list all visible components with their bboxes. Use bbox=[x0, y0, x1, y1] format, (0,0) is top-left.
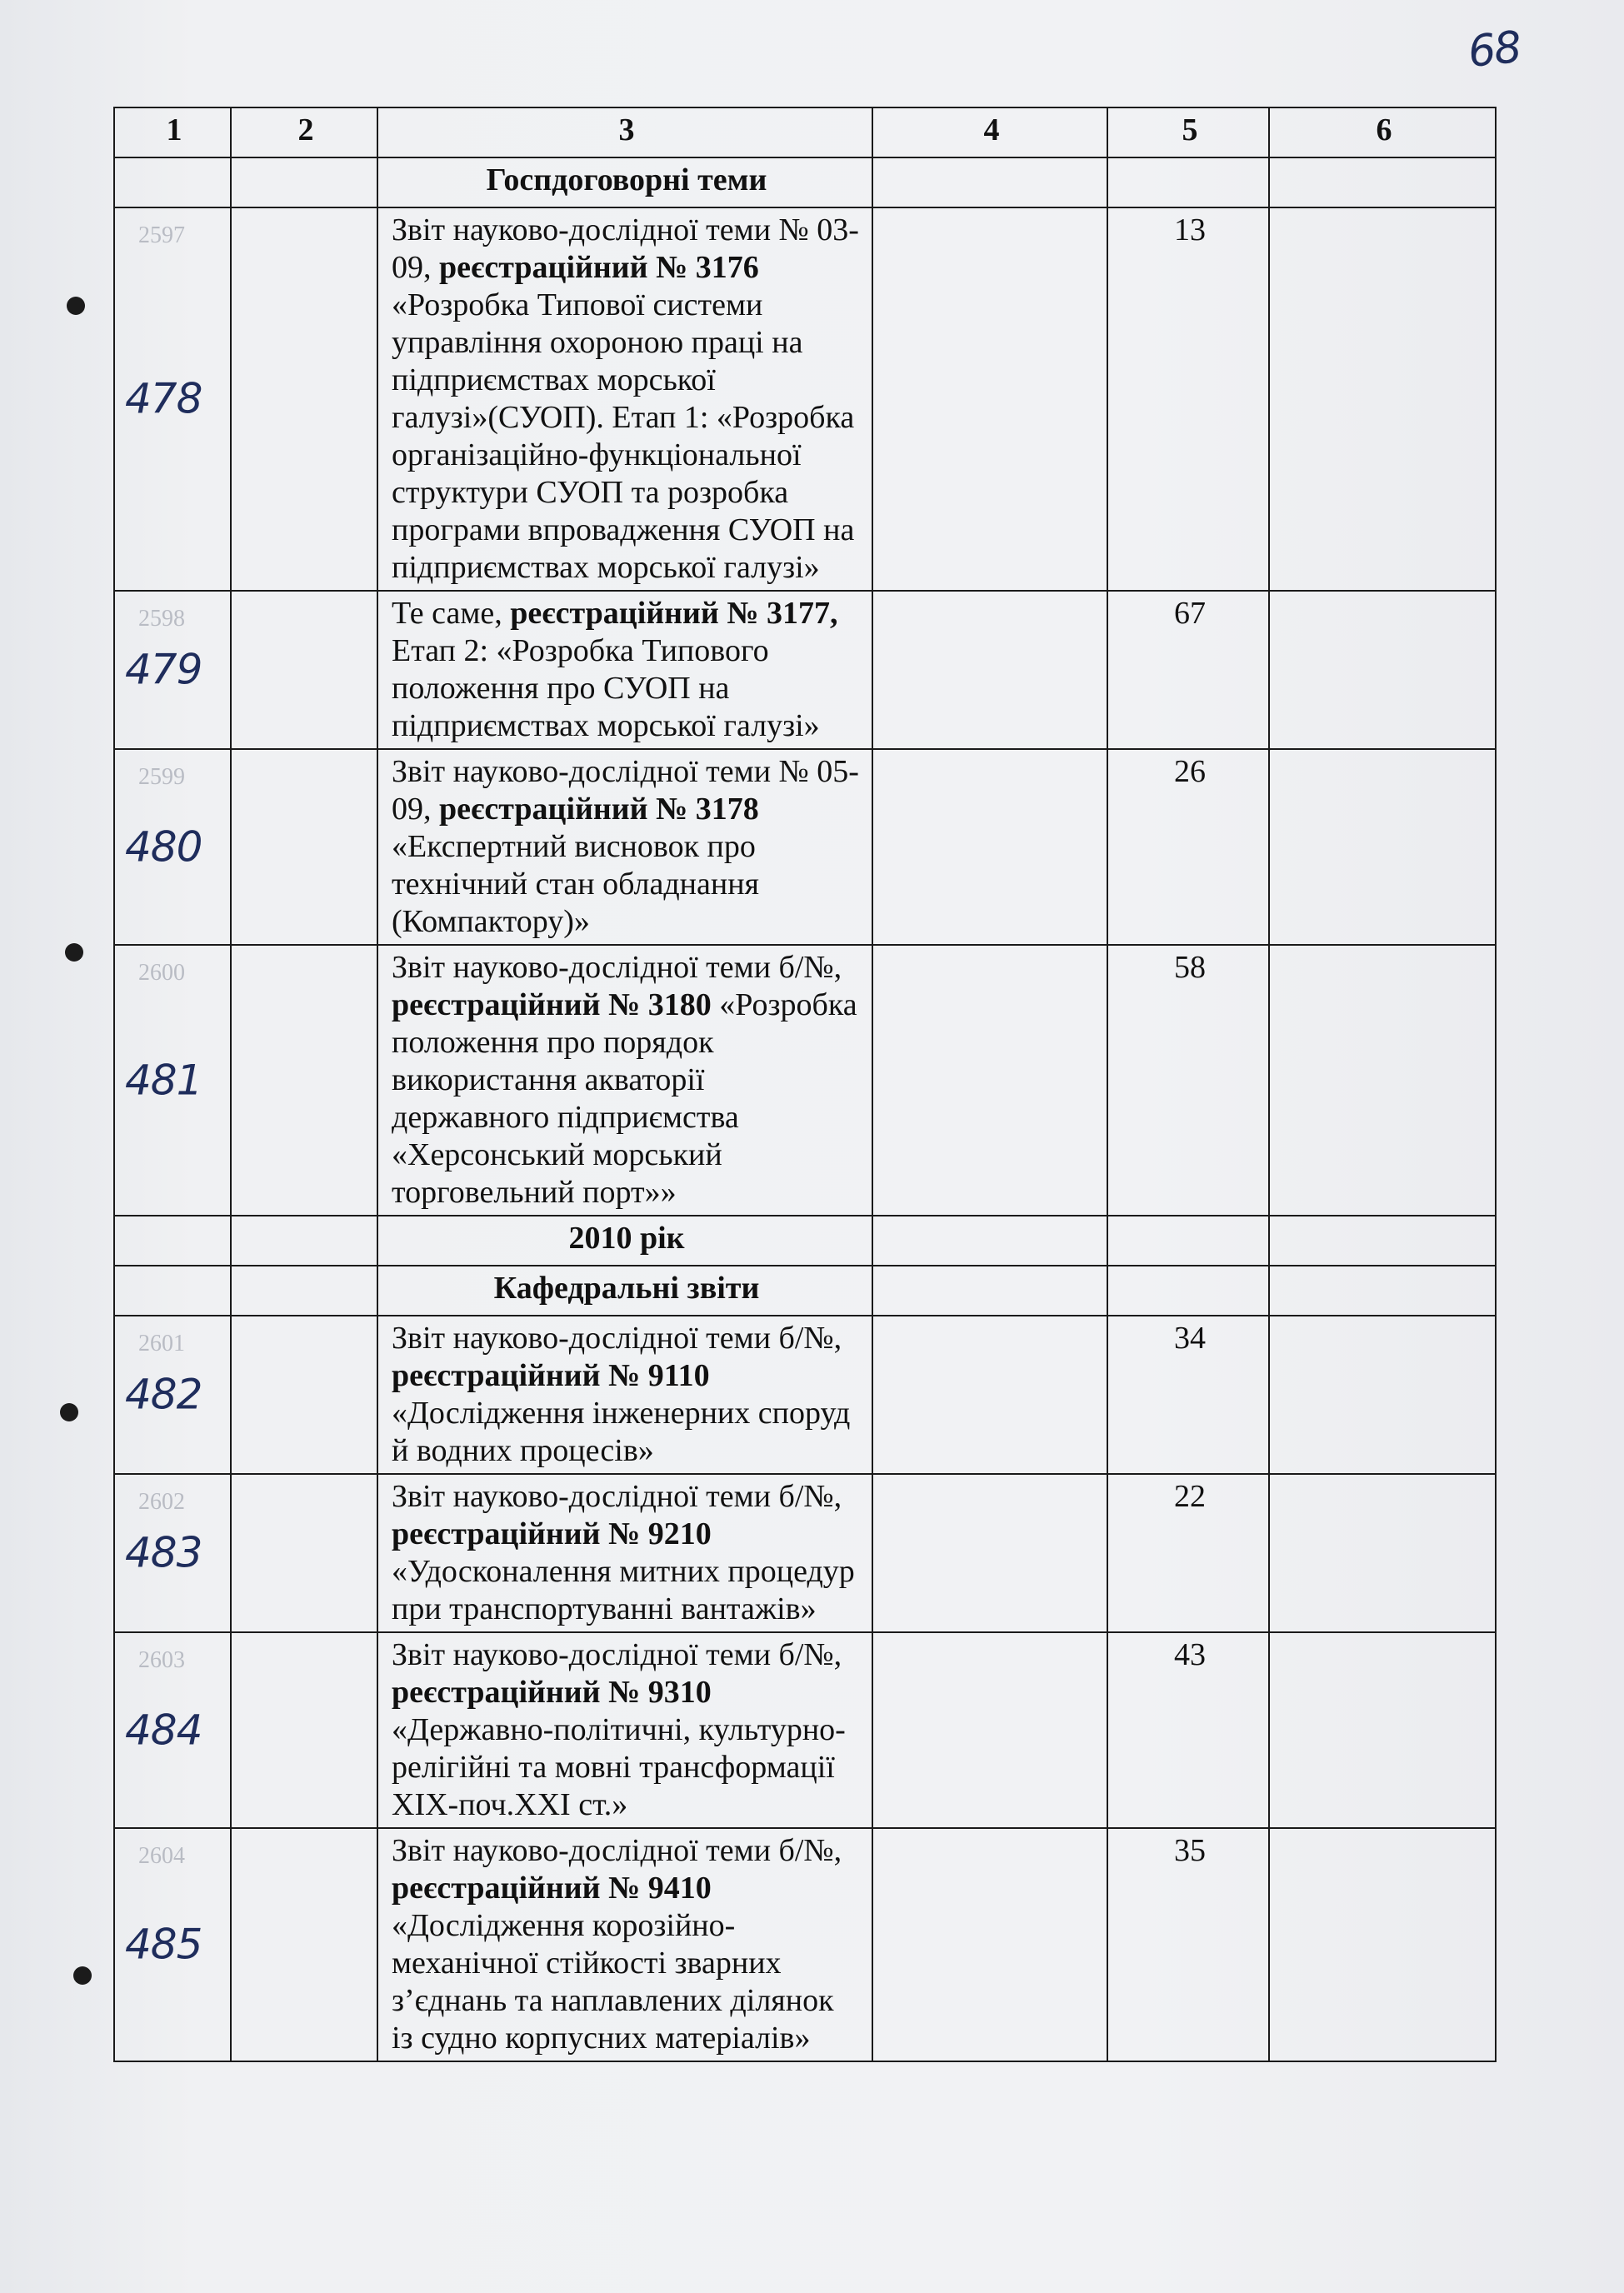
entry-number-cell bbox=[114, 207, 231, 591]
entry-number-cell bbox=[114, 591, 231, 749]
column-header: 1 bbox=[114, 107, 231, 157]
empty-cell bbox=[872, 1266, 1107, 1316]
empty-cell bbox=[872, 1632, 1107, 1828]
punch-hole bbox=[67, 297, 85, 315]
column-header: 4 bbox=[872, 107, 1107, 157]
empty-cell bbox=[114, 1266, 231, 1316]
empty-cell bbox=[231, 1316, 377, 1474]
bleed-through-number: 2599 bbox=[138, 764, 185, 790]
register-body bbox=[114, 157, 1496, 2061]
description-text: Звіт науково-дослідної теми б/№, bbox=[392, 1479, 842, 1514]
empty-cell bbox=[231, 1632, 377, 1828]
empty-cell bbox=[1107, 1266, 1269, 1316]
entry-number-cell bbox=[114, 1316, 231, 1474]
report-description bbox=[377, 749, 872, 945]
page-count: 34 bbox=[1107, 1316, 1269, 1474]
empty-cell bbox=[872, 591, 1107, 749]
section-title: Кафедральні звіти bbox=[377, 1266, 872, 1316]
report-description bbox=[377, 945, 872, 1216]
empty-cell bbox=[1107, 1216, 1269, 1266]
entry-number-cell bbox=[114, 945, 231, 1216]
handwritten-entry-number: 485 bbox=[125, 1920, 202, 1969]
empty-cell bbox=[231, 591, 377, 749]
description-text: Звіт науково-дослідної теми б/№, bbox=[392, 1637, 842, 1672]
page-count: 35 bbox=[1107, 1828, 1269, 2061]
description-text: «Розробка положення про порядок використання акваторії державного підприємства «Херсонський морський торговельний порт»» bbox=[392, 987, 857, 1210]
bleed-through-number: 2603 bbox=[138, 1647, 185, 1673]
empty-cell bbox=[1269, 1474, 1496, 1632]
empty-cell bbox=[872, 1828, 1107, 2061]
bleed-through-number: 2604 bbox=[138, 1843, 185, 1869]
report-description bbox=[377, 1828, 872, 2061]
description-text: Звіт науково-дослідної теми б/№, bbox=[392, 1321, 842, 1356]
page-count: 58 bbox=[1107, 945, 1269, 1216]
empty-cell bbox=[231, 945, 377, 1216]
registration-number-text: реєстраційний № 9110 bbox=[392, 1358, 710, 1393]
bleed-through-number: 2602 bbox=[138, 1489, 185, 1515]
description-text: Звіт науково-дослідної теми № 05-09, bbox=[392, 754, 859, 827]
description-text: Звіт науково-дослідної теми б/№, bbox=[392, 950, 842, 985]
description-text: Звіт науково-дослідної теми № 03-09, bbox=[392, 212, 859, 285]
report-description bbox=[377, 1632, 872, 1828]
page-count: 67 bbox=[1107, 591, 1269, 749]
description-text: Звіт науково-дослідної теми б/№, bbox=[392, 1833, 842, 1868]
bleed-through-number: 2598 bbox=[138, 606, 185, 632]
section-header-row bbox=[114, 1216, 1496, 1266]
table-row bbox=[114, 749, 1496, 945]
table-row bbox=[114, 1474, 1496, 1632]
empty-cell bbox=[114, 157, 231, 207]
report-description bbox=[377, 207, 872, 591]
registration-number-text: реєстраційний № 9210 bbox=[392, 1516, 712, 1551]
entry-number-cell bbox=[114, 1632, 231, 1828]
table-row bbox=[114, 1316, 1496, 1474]
empty-cell bbox=[1269, 157, 1496, 207]
report-description bbox=[377, 1474, 872, 1632]
empty-cell bbox=[114, 1216, 231, 1266]
registration-number-text: реєстраційний № 3180 bbox=[392, 987, 712, 1022]
handwritten-entry-number: 480 bbox=[125, 822, 202, 871]
registration-number-text: реєстраційний № 9310 bbox=[392, 1675, 712, 1710]
empty-cell bbox=[1107, 157, 1269, 207]
entry-number-cell bbox=[114, 1474, 231, 1632]
empty-cell bbox=[1269, 1266, 1496, 1316]
description-text: «Дослідження корозійно-механічної стійкості зварних з’єднань та наплавлених ділянок із судно корпусних матеріалів» bbox=[392, 1908, 834, 2056]
handwritten-entry-number: 478 bbox=[125, 374, 202, 423]
empty-cell bbox=[872, 1216, 1107, 1266]
empty-cell bbox=[1269, 207, 1496, 591]
handwritten-page-number: 68 bbox=[1466, 22, 1523, 78]
empty-cell bbox=[872, 749, 1107, 945]
entry-number-cell bbox=[114, 1828, 231, 2061]
handwritten-entry-number: 484 bbox=[125, 1706, 202, 1754]
column-header: 5 bbox=[1107, 107, 1269, 157]
page-count: 26 bbox=[1107, 749, 1269, 945]
table-row bbox=[114, 591, 1496, 749]
report-description bbox=[377, 591, 872, 749]
registration-number-text: реєстраційний № 3176 bbox=[439, 250, 759, 285]
empty-cell bbox=[1269, 1216, 1496, 1266]
empty-cell bbox=[872, 157, 1107, 207]
handwritten-entry-number: 482 bbox=[125, 1370, 202, 1419]
handwritten-entry-number: 479 bbox=[125, 645, 202, 694]
section-header-row bbox=[114, 1266, 1496, 1316]
bleed-through-number: 2601 bbox=[138, 1331, 185, 1356]
page-count: 22 bbox=[1107, 1474, 1269, 1632]
empty-cell bbox=[1269, 945, 1496, 1216]
empty-cell bbox=[1269, 1632, 1496, 1828]
description-text: «Удосконалення митних процедур при транспортуванні вантажів» bbox=[392, 1554, 855, 1626]
table-row bbox=[114, 207, 1496, 591]
empty-cell bbox=[1269, 1828, 1496, 2061]
empty-cell bbox=[231, 1266, 377, 1316]
empty-cell bbox=[1269, 749, 1496, 945]
bleed-through-number: 2597 bbox=[138, 222, 185, 248]
table-row bbox=[114, 1632, 1496, 1828]
handwritten-entry-number: 481 bbox=[125, 1056, 202, 1104]
bleed-through-number: 2600 bbox=[138, 960, 185, 986]
punch-hole bbox=[60, 1403, 78, 1421]
table-row bbox=[114, 945, 1496, 1216]
report-description bbox=[377, 1316, 872, 1474]
empty-cell bbox=[1269, 1316, 1496, 1474]
punch-hole bbox=[65, 943, 83, 962]
column-header: 3 bbox=[377, 107, 872, 157]
table-row bbox=[114, 1828, 1496, 2061]
page-count: 13 bbox=[1107, 207, 1269, 591]
description-text: «Державно-політичні, культурно-релігійні та мовні трансформації XIX-поч.XXI ст.» bbox=[392, 1712, 846, 1822]
section-header-row bbox=[114, 157, 1496, 207]
description-text: «Експертний висновок про технічний стан обладнання (Компактору)» bbox=[392, 829, 760, 939]
column-header: 2 bbox=[231, 107, 377, 157]
description-text: «Розробка Типової системи управління охороною праці на підприємствах морської галузі»(СУОП). Етап 1: «Розробка організаційно-функціональної структури СУОП та розробка програми впровадження СУОП на підприємствах морської галузі» bbox=[392, 287, 855, 585]
description-text: «Дослідження інженерних споруд й водних процесів» bbox=[392, 1396, 851, 1468]
empty-cell bbox=[231, 1216, 377, 1266]
punch-hole bbox=[73, 1966, 92, 1985]
section-title: 2010 рік bbox=[377, 1216, 872, 1266]
description-text: Те саме, bbox=[392, 596, 511, 631]
register-table bbox=[113, 107, 1497, 2062]
column-header: 6 bbox=[1269, 107, 1496, 157]
empty-cell bbox=[231, 749, 377, 945]
page-count: 43 bbox=[1107, 1632, 1269, 1828]
registration-number-text: реєстраційний № 3178 bbox=[439, 792, 759, 827]
handwritten-entry-number: 483 bbox=[125, 1528, 202, 1577]
column-header-row bbox=[114, 107, 1496, 157]
section-title: Госпдоговорні теми bbox=[377, 157, 872, 207]
empty-cell bbox=[231, 207, 377, 591]
entry-number-cell bbox=[114, 749, 231, 945]
empty-cell bbox=[872, 207, 1107, 591]
empty-cell bbox=[872, 945, 1107, 1216]
empty-cell bbox=[231, 157, 377, 207]
registration-number-text: реєстраційний № 3177, bbox=[510, 596, 838, 631]
empty-cell bbox=[872, 1316, 1107, 1474]
description-text: Етап 2: «Розробка Типового положення про СУОП на підприємствах морської галузі» bbox=[392, 633, 820, 743]
empty-cell bbox=[231, 1828, 377, 2061]
empty-cell bbox=[1269, 591, 1496, 749]
empty-cell bbox=[872, 1474, 1107, 1632]
registration-number-text: реєстраційний № 9410 bbox=[392, 1871, 712, 1906]
empty-cell bbox=[231, 1474, 377, 1632]
